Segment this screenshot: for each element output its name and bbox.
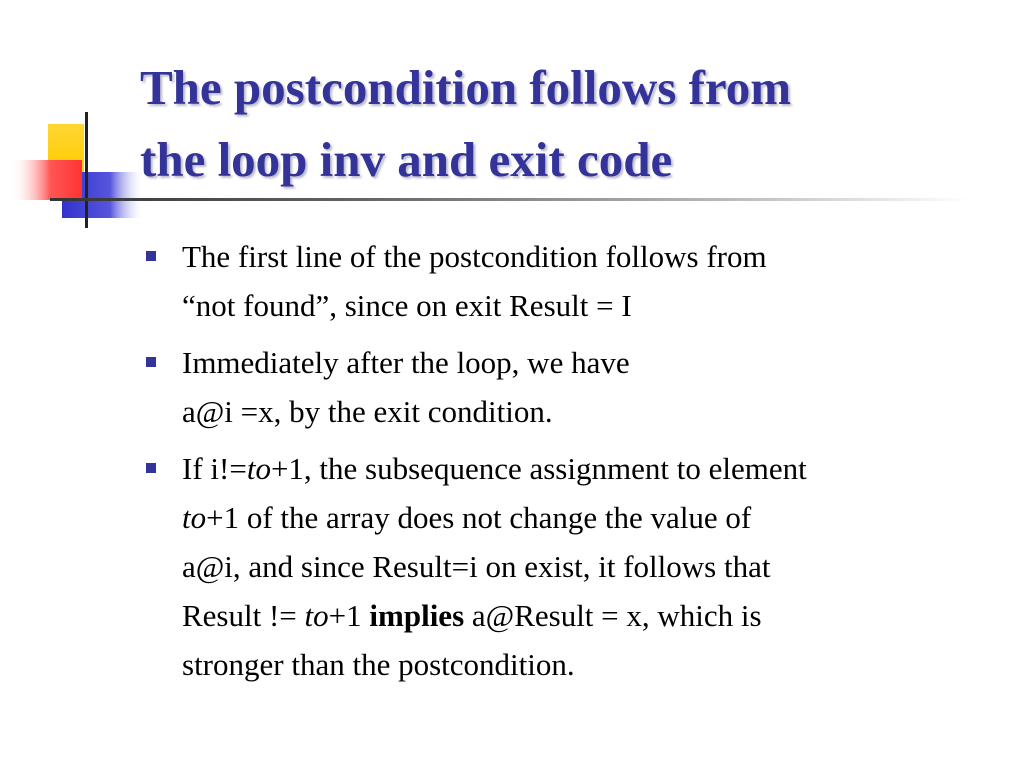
title-divider (50, 198, 970, 201)
square-bullet-icon (146, 463, 156, 473)
bullet-text: a@i, and since Result=i on exist, it follows that (182, 549, 771, 584)
bullet-text: +1 of the array does not change the value of (206, 500, 752, 535)
bullet-text: a@i =x, by the exit condition. (182, 394, 553, 429)
bullet-line (182, 281, 1004, 330)
decorative-squares-icon (0, 0, 150, 240)
bold-term: implies (369, 598, 465, 633)
bullet-text: The first line of the postcondition follows from (182, 239, 767, 274)
bullet-text: Result != (182, 598, 305, 633)
bullet-line (182, 542, 1004, 591)
bullet-text: Immediately after the loop, we have (182, 345, 630, 380)
logo-red-square (12, 160, 82, 200)
bullet-text: +1 (328, 598, 370, 633)
italic-term: to (246, 451, 271, 486)
bullet-text: stronger than the postcondition. (182, 647, 575, 682)
bullet-line (182, 338, 1004, 387)
bullet-text: +1, the subsequence assignment to element (270, 451, 807, 486)
italic-term: to (304, 598, 329, 633)
bullet-line (182, 387, 1004, 436)
bullet-line (182, 232, 1004, 281)
square-bullet-icon (146, 251, 156, 261)
slide-title-line: The postcondition follows from (140, 60, 792, 115)
logo-vertical-line (85, 112, 88, 228)
bullet-text: If i!= (182, 451, 247, 486)
bullet-line (182, 640, 1004, 689)
bullet-text: a@Result = x, which is (464, 598, 762, 633)
bullet-list (144, 232, 1004, 697)
slide-title (140, 52, 1010, 196)
square-bullet-icon (146, 357, 156, 367)
bullet-line (182, 444, 1004, 493)
slide-title-line: the loop inv and exit code (140, 132, 673, 187)
bullet-text: “not found”, since on exit Result = I (182, 288, 632, 323)
bullet-line (182, 591, 1004, 640)
bullet-item (144, 338, 1004, 436)
bullet-item (144, 232, 1004, 330)
bullet-item (144, 444, 1004, 689)
italic-term: to (182, 500, 207, 535)
bullet-line (182, 493, 1004, 542)
